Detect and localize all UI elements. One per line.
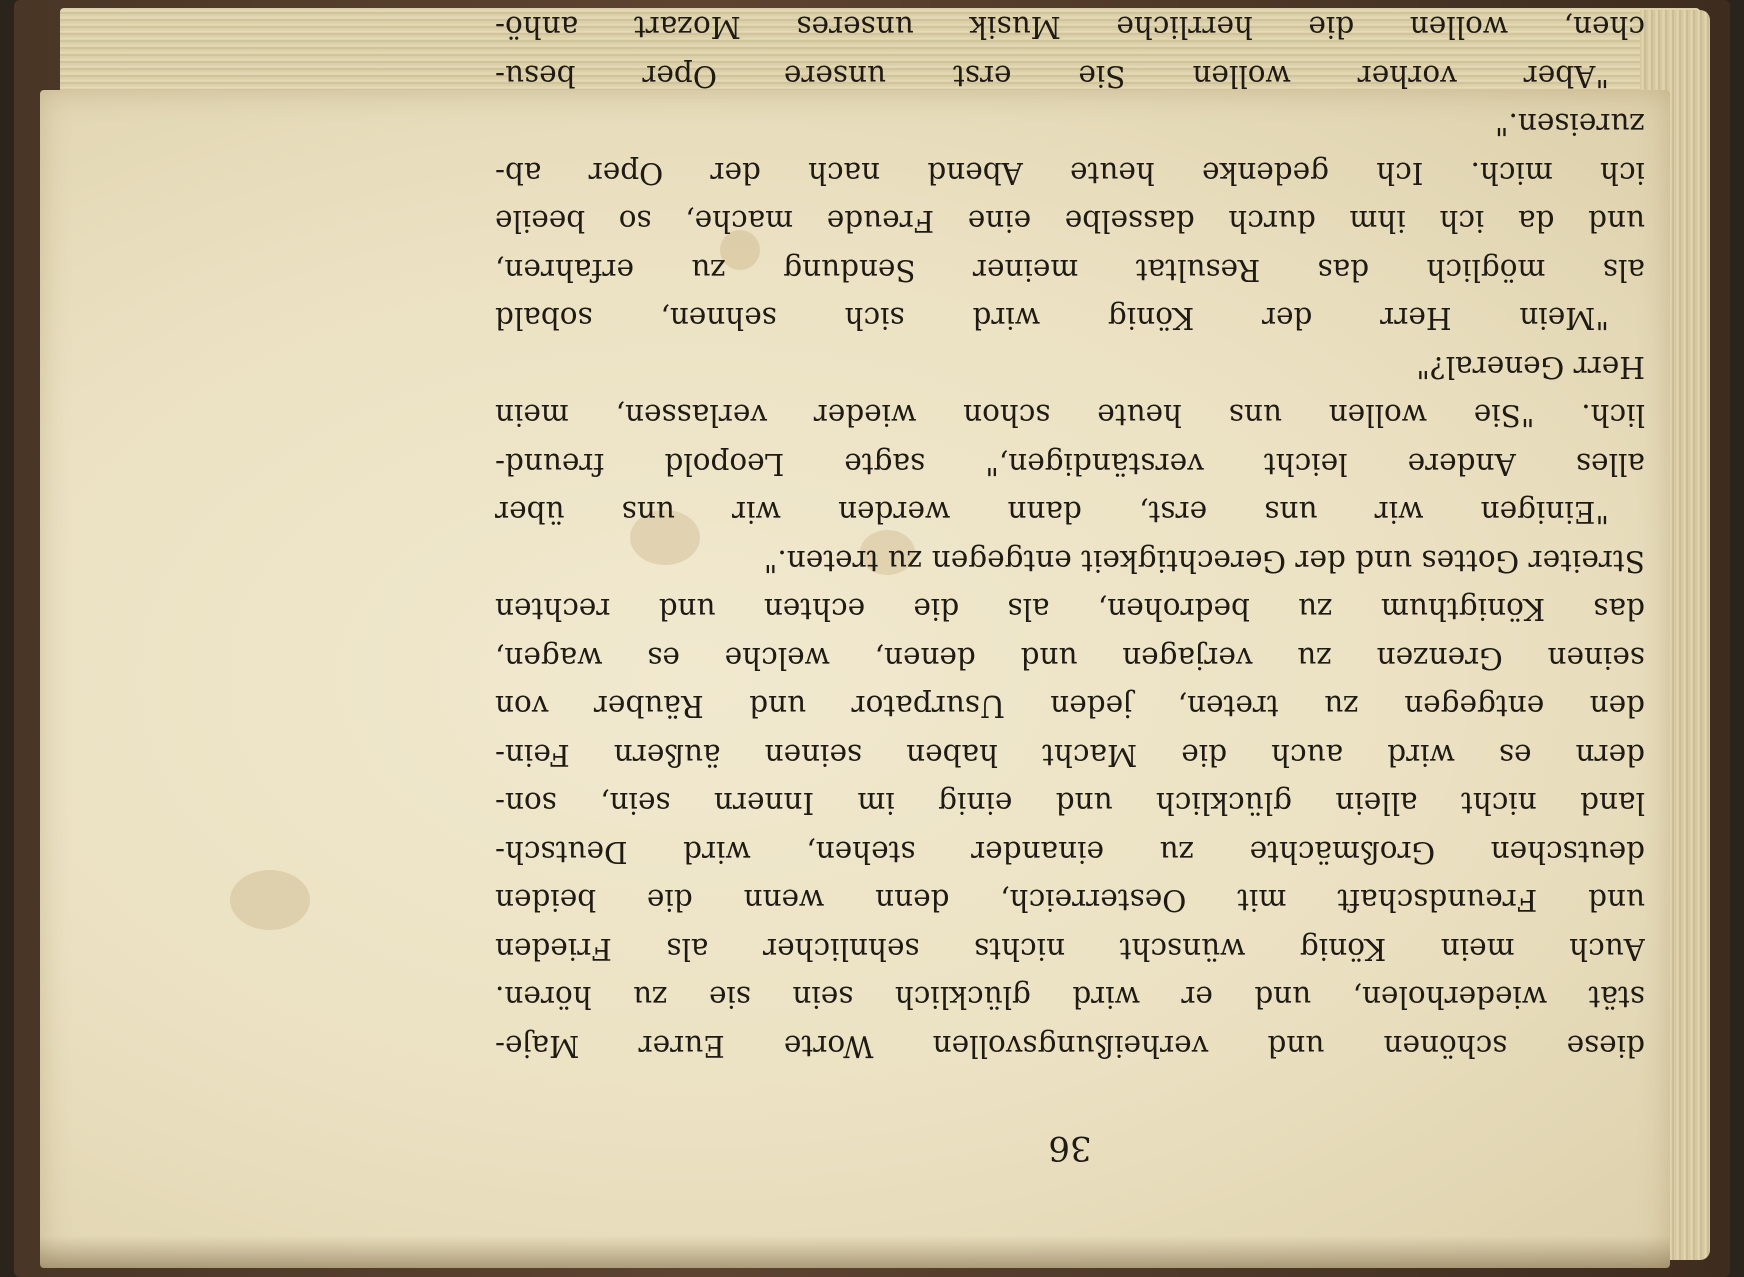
text-line: deutschen Großmächte zu einander stehen, wird Deutsch- <box>495 835 1645 869</box>
text-line: zureisen." <box>1494 107 1645 142</box>
text-line: alles Andere leicht verständigen," sagte Leopold freund- <box>495 447 1645 481</box>
text-line: dern es wird auch die Macht haben seinen äußern Fein- <box>495 738 1645 772</box>
text-line: seinen Grenzen zu verjagen und denen, welche es wagen, <box>495 641 1645 675</box>
text-line: chen, wollen die herrliche Musik unseres Mozart anhö- <box>495 10 1645 45</box>
text-line: "Mein Herr der König wird sich sehnen, sobald <box>495 301 1609 336</box>
text-line: den entgegen zu treten, jeden Usurpator und Räuber von <box>495 689 1645 724</box>
text-line: als möglich das Resultat meiner Sendung zu erfahren, <box>495 253 1645 287</box>
text-line: Auch mein König wünscht nichts sehnlicher als Frieden <box>495 932 1645 966</box>
page-gutter-shadow <box>40 1236 1670 1268</box>
text-line: lich. "Sie wollen uns heute schon wieder verlassen, mein <box>495 398 1645 433</box>
text-line: Herr General?" <box>1416 350 1645 384</box>
text-line: das Königthum zu bedrohen, als die echten und rechten <box>495 592 1645 627</box>
text-line: "Einigen wir uns erst, dann werden wir uns über <box>495 495 1609 530</box>
age-stain <box>230 870 310 930</box>
text-line: ich mich. Ich gedenke heute Abend nach der Oper ab- <box>495 156 1645 190</box>
text-line: und Freundschaft mit Oesterreich, denn wenn die beiden <box>495 883 1645 918</box>
page-text-block <box>495 10 1645 1168</box>
text-line: diese schönen und verheißungsvollen Worte Eurer Maje- <box>495 1029 1645 1063</box>
text-line: stät wiederholen, und er wird glücklich sein sie zu hören. <box>495 980 1645 1015</box>
text-line: Streiter Gottes und der Gerechtigkeit entgegen zu treten." <box>763 544 1645 578</box>
text-line: land nicht allein glücklich und einig im Innern sein, son- <box>495 786 1645 821</box>
text-line <box>495 0 1645 3</box>
text-line: "Aber vorher wollen Sie erst unsere Oper besu- <box>495 59 1609 93</box>
text-line: und da ich ihm durch dasselbe eine Freude mache, so beeile <box>495 204 1645 239</box>
page-number: 36 <box>1048 1128 1092 1168</box>
